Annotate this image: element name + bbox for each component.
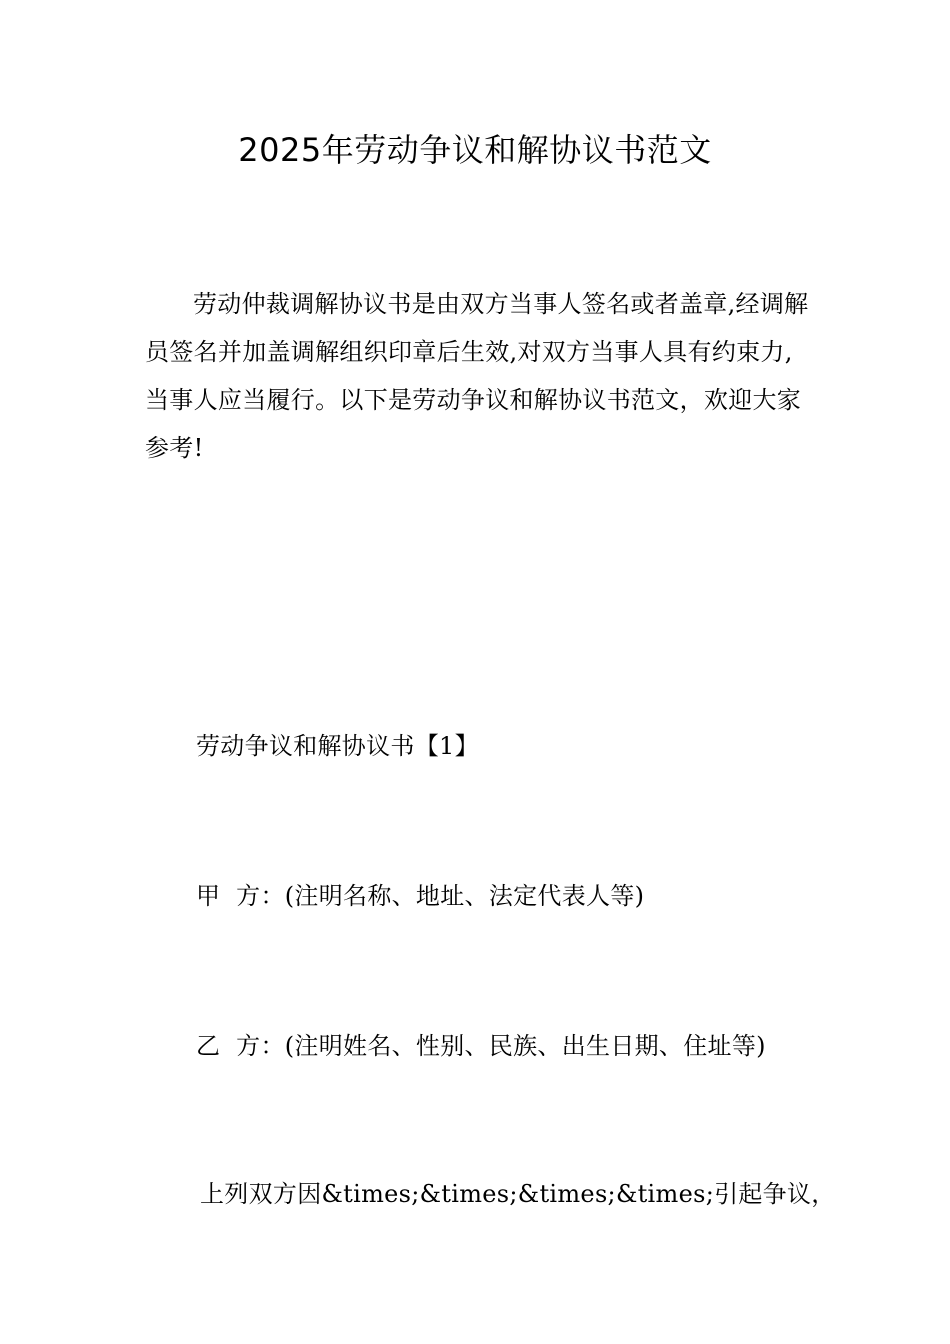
dispute-line: 上列双方因&times;&times;&times;&times;引起争议， [200, 1180, 836, 1208]
section-heading: 劳动争议和解协议书【1】 [196, 732, 479, 760]
document-title: 2025年劳动争议和解协议书范文 [238, 131, 712, 169]
party-a-line: 甲 方：(注明名称、地址、法定代表人等) [196, 882, 645, 910]
party-b-line: 乙 方：(注明姓名、性别、民族、出生日期、住址等) [196, 1032, 766, 1060]
intro-paragraph: 劳动仲裁调解协议书是由双方当事人签名或者盖章,经调解员签名并加盖调解组织印章后生效,对双方当事人具有约束力,当事人应当履行。以下是劳动争议和解协议书范文，欢迎大家参考! [145, 290, 809, 462]
